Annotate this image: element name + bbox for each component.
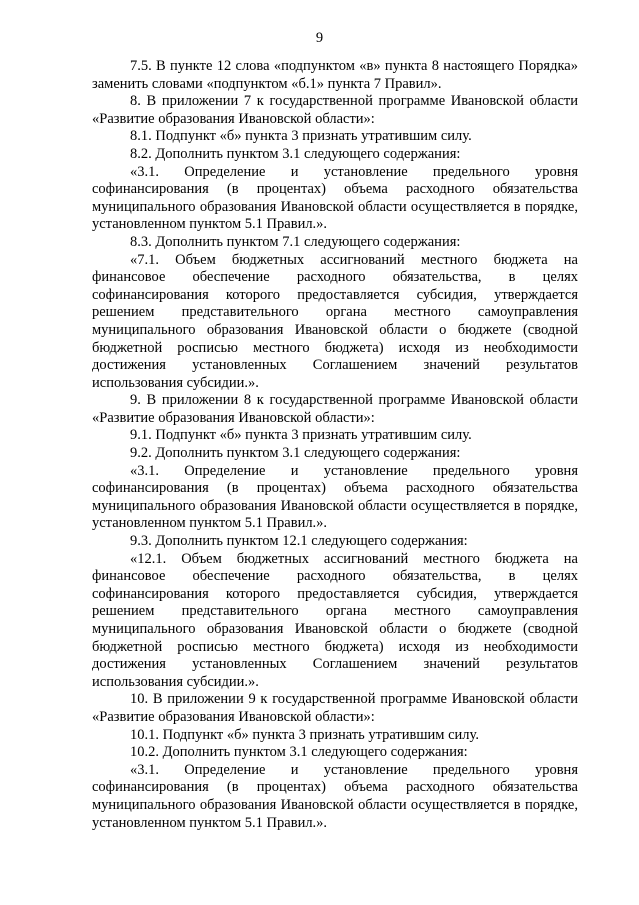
paragraph-9-2: 9.2. Дополнить пунктом 3.1 следующего содержания: [130,445,461,462]
paragraph-8-2: 8.2. Дополнить пунктом 3.1 следующего содержания: [130,145,461,162]
paragraph-9-2-quote: «3.1. Определение и установление предельного уровня софинансирования (в процентах) объема расходного обязательства муниципального образования Ивановской области осуществляется в порядке, установленном пунктом 5.1 Правил.». [92,462,578,532]
paragraph-10-2: 10.2. Дополнить пунктом 3.1 следующего содержания: [130,744,468,761]
paragraph-9-3-quote: «12.1. Объем бюджетных ассигнований местного бюджета на финансовое обеспечение расходного обязательства, в целях софинансирования которого предоставляется субсидия, утверждается решением представительного органа местного самоуправления муниципального образования Ивановской области о бюджете (сводной бюджетной росписью местного бюджета) исходя из необходимости достижения установленных Соглашением значений результатов использования субсидии.». [92,550,578,690]
paragraph-8-2-quote: «3.1. Определение и установление предельного уровня софинансирования (в процентах) объема расходного обязательства муниципального образования Ивановской области осуществляется в порядке, установленном пунктом 5.1 Правил.». [92,163,578,233]
paragraph-10-2-quote: «3.1. Определение и установление предельного уровня софинансирования (в процентах) объема расходного обязательства муниципального образования Ивановской области осуществляется в порядке, установленном пунктом 5.1 Правил.». [92,761,578,831]
paragraph-9: 9. В приложении 8 к государственной программе Ивановской области «Развитие образования Ивановской области»: [92,392,578,426]
paragraph-8-3: 8.3. Дополнить пунктом 7.1 следующего содержания: [130,233,461,250]
paragraph-8-1: 8.1. Подпункт «б» пункта 3 признать утратившим силу. [130,128,472,145]
paragraph-8: 8. В приложении 7 к государственной программе Ивановской области «Развитие образования Ивановской области»: [92,93,578,127]
paragraph-10-1: 10.1. Подпункт «б» пункта 3 признать утратившим силу. [130,726,479,743]
paragraph-9-1: 9.1. Подпункт «б» пункта 3 признать утратившим силу. [130,427,472,444]
page-number: 9 [315,30,324,46]
paragraph-8-3-quote: «7.1. Объем бюджетных ассигнований местного бюджета на финансовое обеспечение расходного обязательства, в целях софинансирования которого предоставляется субсидия, утверждается решением представительного органа местного самоуправления муниципального образования Ивановской области о бюджете (сводной бюджетной росписью местного бюджета) исходя из необходимости достижения установленных Соглашением значений результатов использования субсидии.». [92,251,578,391]
paragraph-9-3: 9.3. Дополнить пунктом 12.1 следующего содержания: [130,533,468,550]
paragraph-10: 10. В приложении 9 к государственной программе Ивановской области «Развитие образования Ивановской области»: [92,691,578,725]
paragraph-7-5: 7.5. В пункте 12 слова «подпунктом «в» пункта 8 настоящего Порядка» заменить словами «подпунктом «б.1» пункта 7 Правил». [92,58,578,92]
document-body [92,58,578,832]
